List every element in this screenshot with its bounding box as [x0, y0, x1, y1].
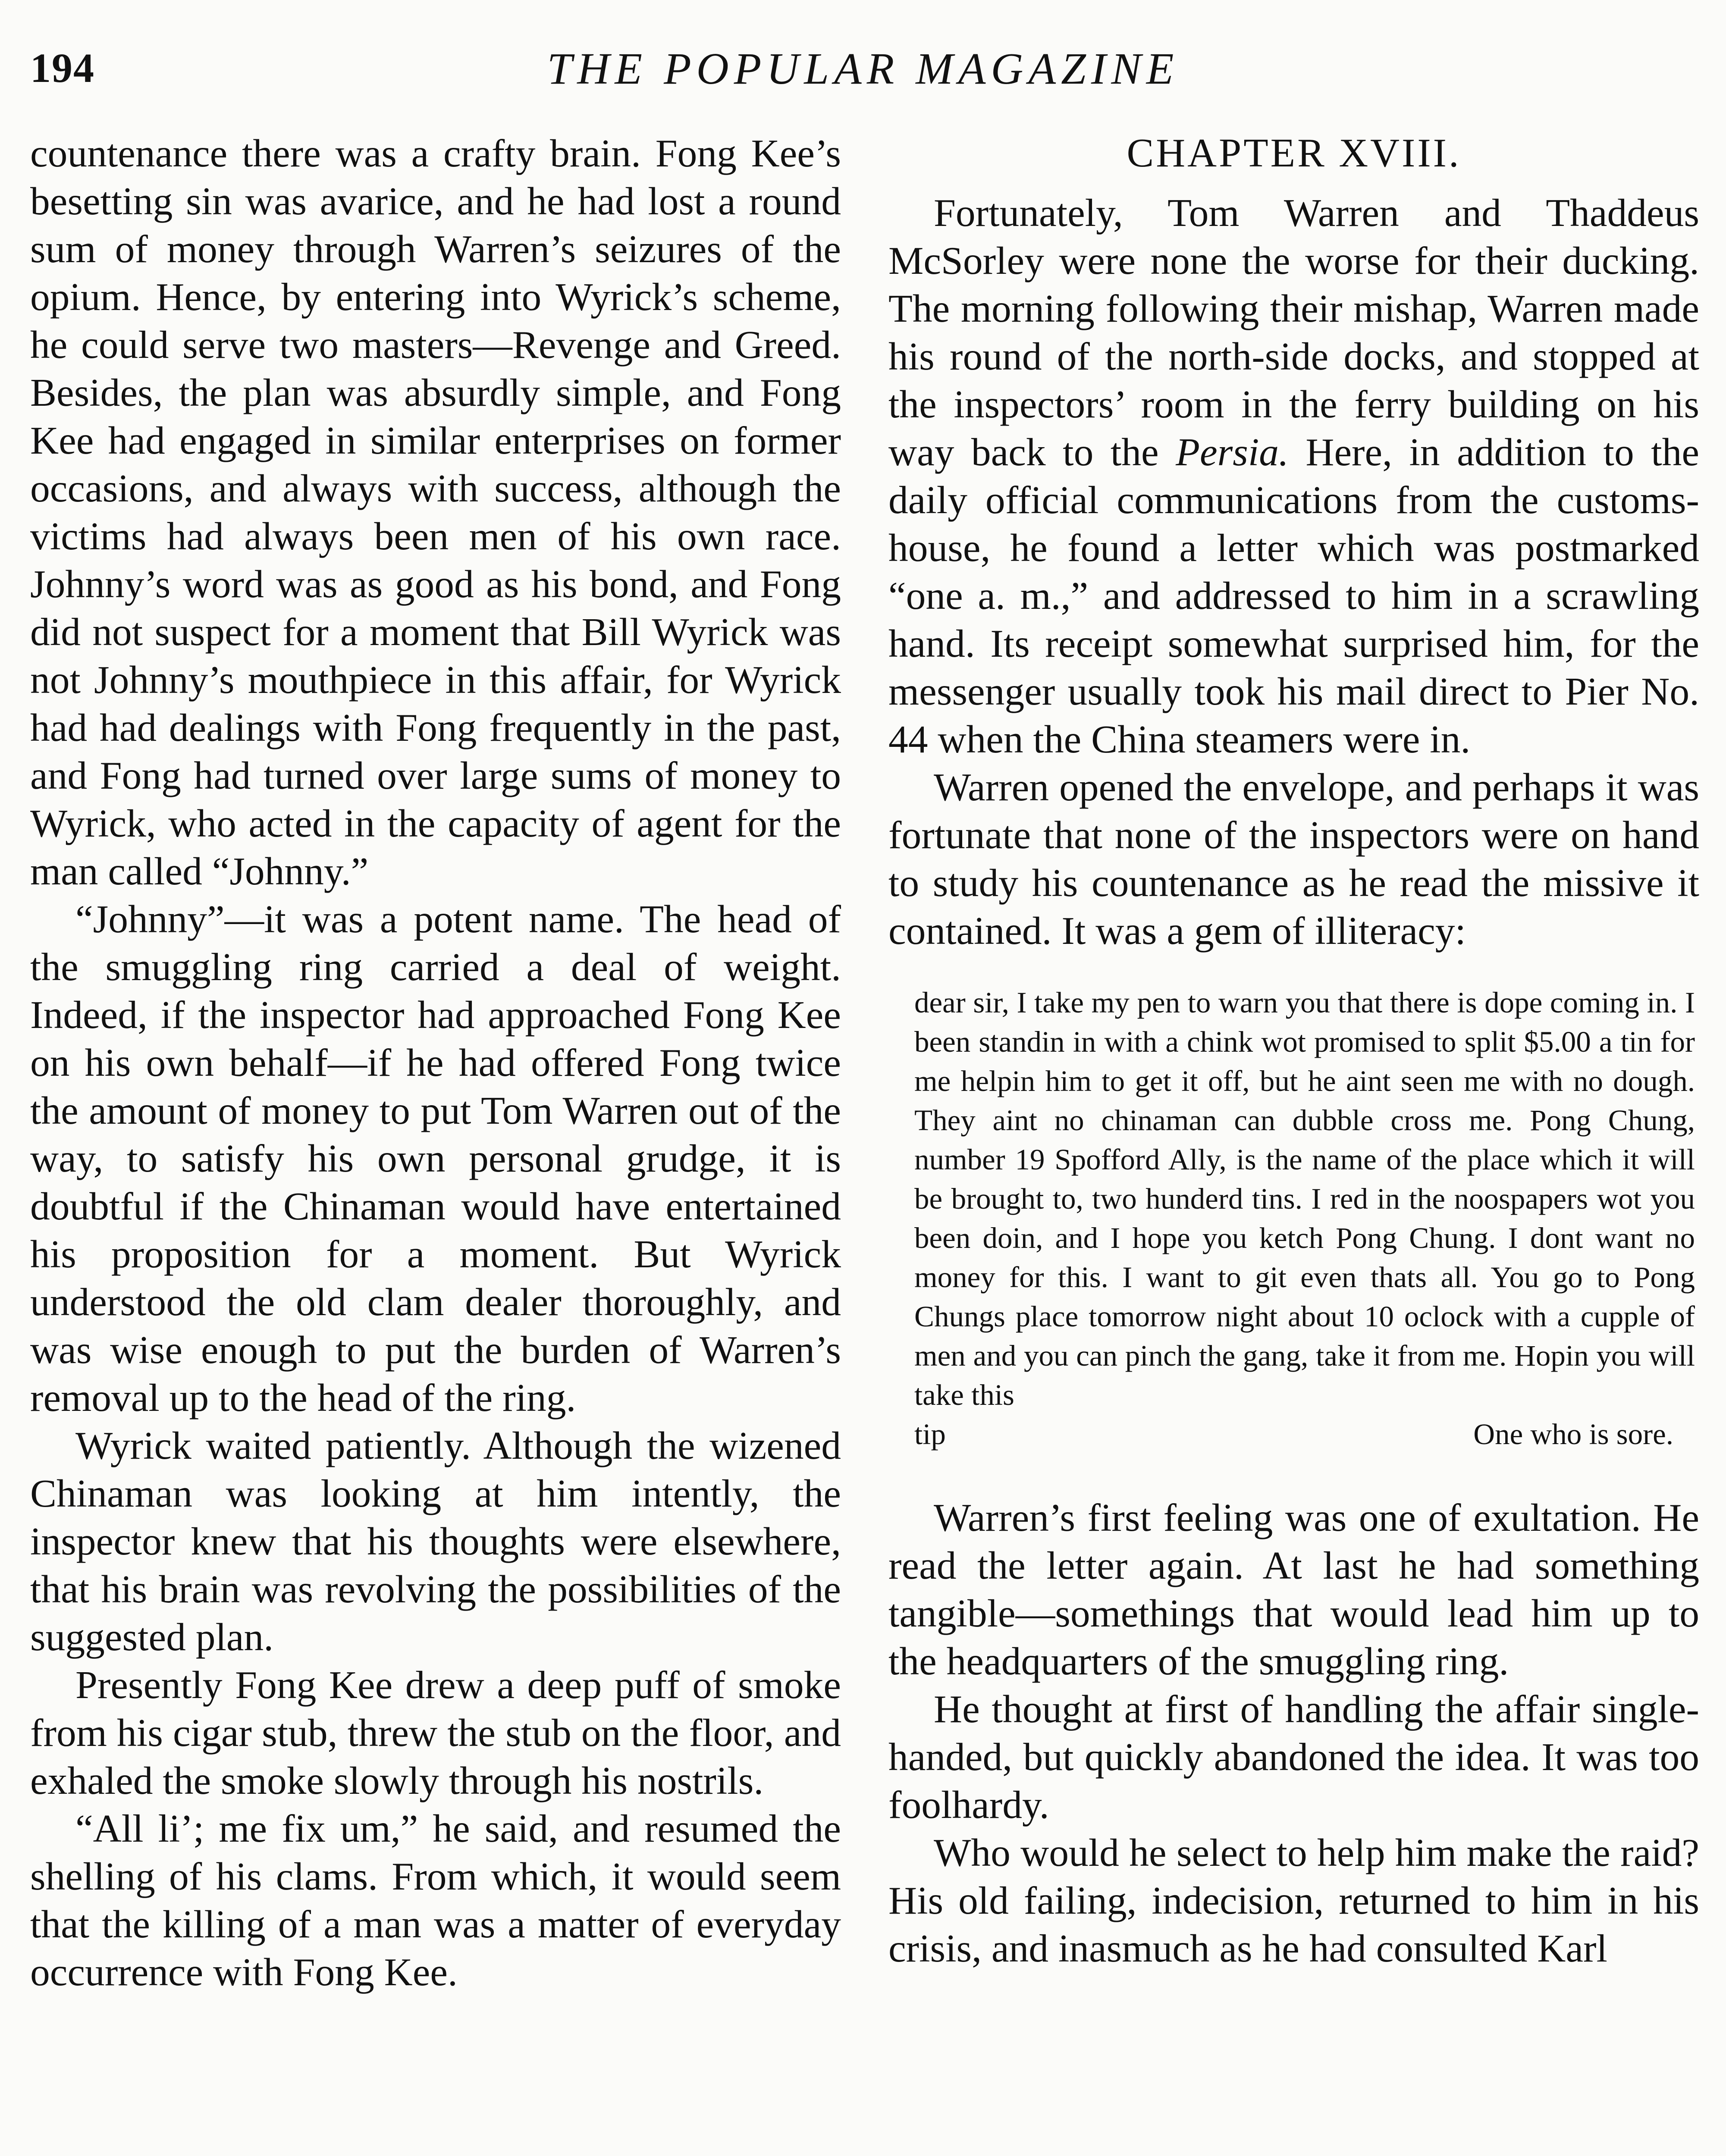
quoted-letter — [888, 983, 1699, 1454]
left-paragraph-4: Presently Fong Kee drew a deep puff of smoke from his cigar stub, threw the stub on the floor, and exhaled the smoke slowly through his nostrils. — [30, 1663, 841, 1802]
magazine-title: THE POPULAR MAGAZINE — [547, 44, 1179, 94]
letter-closing: tip — [914, 1418, 946, 1451]
right-paragraph-2: Warren opened the envelope, and perhaps it was fortunate that none of the inspectors were on hand to study his countenance as he read the missive it contained. It was a gem of illiteracy: — [888, 765, 1699, 953]
right-column — [888, 129, 1699, 2156]
chapter-heading: CHAPTER XVIII. — [1127, 131, 1461, 175]
page-header — [30, 35, 1696, 100]
right-paragraph-1-end: Here, in addition to the daily official communications from the customs-house, he found a letter which was postmarked “one a. m.,” and addressed to him in a scrawling hand. Its receipt somewhat surprised him, for the messenger usually took his mail direct to Pier No. 44 when the China steamers were in. — [888, 430, 1699, 761]
right-paragraph-5: Who would he select to help him make the raid? His old failing, indecision, returned to him in his crisis, and inasmuch as he had consulted Karl — [888, 1830, 1699, 1970]
letter-body: dear sir, I take my pen to warn you that there is dope coming in. I been standin in with a chink wot promised to split $5.00 a tin for me helpin him to get it off, but he aint seen me with no dough. They aint no chinaman can dubble cross me. Pong Chung, number 19 Spofford Ally, is the name of the place which it will be brought to, two hunderd tins. I red in the noospapers wot you been doin, and I hope you ketch Pong Chung. I dont want no money for this. I want to git even thats all. You go to Pong Chungs place tomorrow night about 10 oclock with a cupple of men and you can pinch the gang, take it from me. Hopin you will take this — [914, 986, 1695, 1411]
right-paragraph-3: Warren’s first feeling was one of exultation. He read the letter again. At last he had something tangible—somethings that would lead him up to the headquarters of the smuggling ring. — [888, 1495, 1699, 1683]
left-paragraph-1: countenance there was a crafty brain. Fong Kee’s besetting sin was avarice, and he had lost a round sum of money through Warren’s seizures of the opium. Hence, by entering into Wyrick’s scheme, he could serve two masters—Revenge and Greed. Besides, the plan was absurdly simple, and Fong Kee had engaged in similar enterprises on former occasions, and always with success, although the victims had always been men of his own race. Johnny’s word was as good as his bond, and Fong did not suspect for a moment that Bill Wyrick was not Johnny’s mouthpiece in this affair, for Wyrick had had dealings with Fong frequently in the past, and Fong had turned over large sums of money to Wyrick, who acted in the capacity of agent for the man called “Johnny.” — [30, 131, 841, 893]
letter-signature: One who is sore. — [1473, 1418, 1673, 1451]
left-paragraph-3: Wyrick waited patiently. Although the wizened Chinaman was looking at him intently, the inspector knew that his thoughts were elsewhere, that his brain was revolving the possibilities of the suggested plan. — [30, 1423, 841, 1659]
page-number: 194 — [30, 45, 95, 91]
right-paragraph-1 — [888, 189, 1699, 763]
ship-name-italic: Persia. — [1176, 430, 1289, 474]
left-column — [30, 129, 841, 2156]
left-paragraph-5: “All li’; me fix um,” he said, and resumed the shelling of his clams. From which, it would seem that the killing of a man was a matter of everyday occurrence with Fong Kee. — [30, 1806, 841, 1994]
left-paragraph-2: “Johnny”—it was a potent name. The head of the smuggling ring carried a deal of weight. Indeed, if the inspector had approached Fong Kee on his own behalf—if he had offered Fong twice the amount of money to put Tom Warren out of the way, to satisfy his own personal grudge, it is doubtful if the Chinaman would have entertained his proposition for a moment. But Wyrick understood the old clam dealer thoroughly, and was wise enough to put the burden of Warren’s removal up to the head of the ring. — [30, 897, 841, 1420]
right-paragraph-1-start: Fortunately, Tom Warren and Thaddeus McSorley were none the worse for their ducking. The morning following their mishap, Warren made his round of the north-side docks, and stopped at the inspectors’ room in the ferry building on his way back to the — [888, 191, 1699, 474]
letter-signature-line — [914, 1415, 1695, 1454]
right-paragraph-4: He thought at first of handling the affair single-handed, but quickly abandoned the idea. It was too foolhardy. — [888, 1687, 1699, 1827]
